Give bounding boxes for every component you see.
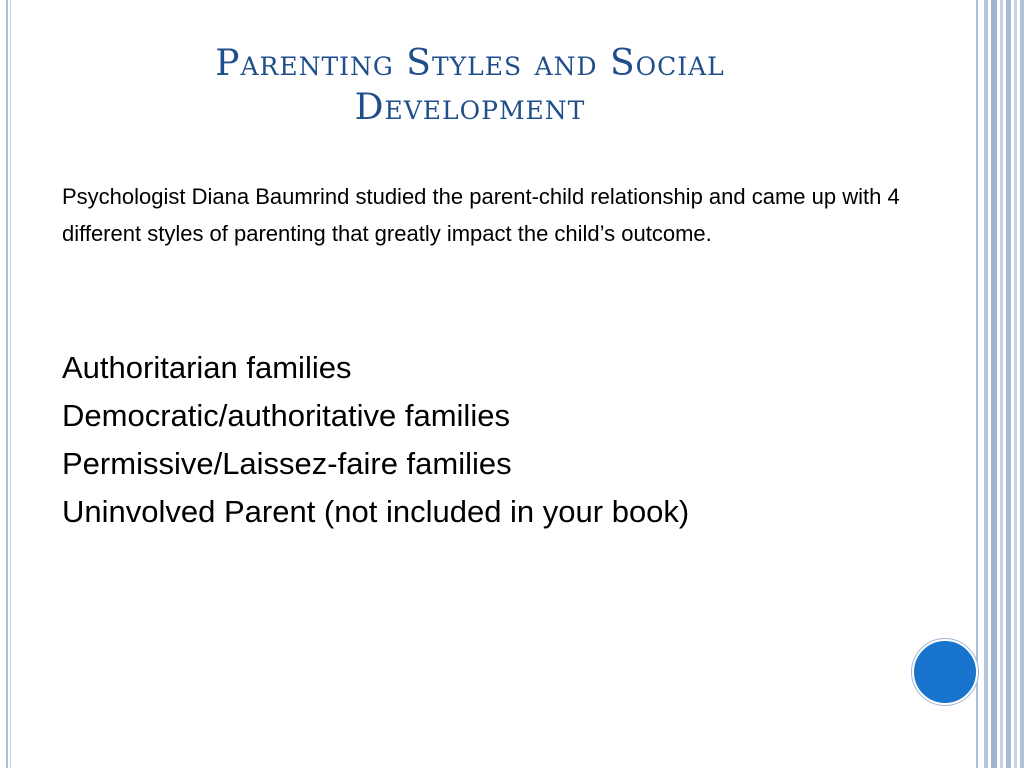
right-border-line: [976, 0, 978, 768]
right-stripe: [1000, 0, 1003, 768]
right-stripe: [1006, 0, 1011, 768]
list-item: Uninvolved Parent (not included in your book): [62, 494, 690, 529]
right-stripe: [1020, 0, 1024, 768]
list-item: Authoritarian families: [62, 350, 352, 385]
right-stripe: [1014, 0, 1017, 768]
right-stripe: [991, 0, 997, 768]
left-border-line: [6, 0, 8, 768]
decorative-circle-icon: [912, 639, 978, 705]
left-border-line-inner: [10, 0, 11, 768]
list-item: Democratic/authoritative families: [62, 398, 510, 433]
right-stripe: [984, 0, 988, 768]
slide-title: Parenting Styles and Social Development: [215, 43, 725, 128]
parenting-styles-list: [62, 344, 942, 536]
right-decorative-band: [982, 0, 1024, 768]
list-item: Permissive/Laissez-faire families: [62, 446, 512, 481]
intro-paragraph: Psychologist Diana Baumrind studied the parent-child relationship and came up with 4 different styles of parenting that greatly impact the child’s outcome.: [62, 184, 900, 246]
